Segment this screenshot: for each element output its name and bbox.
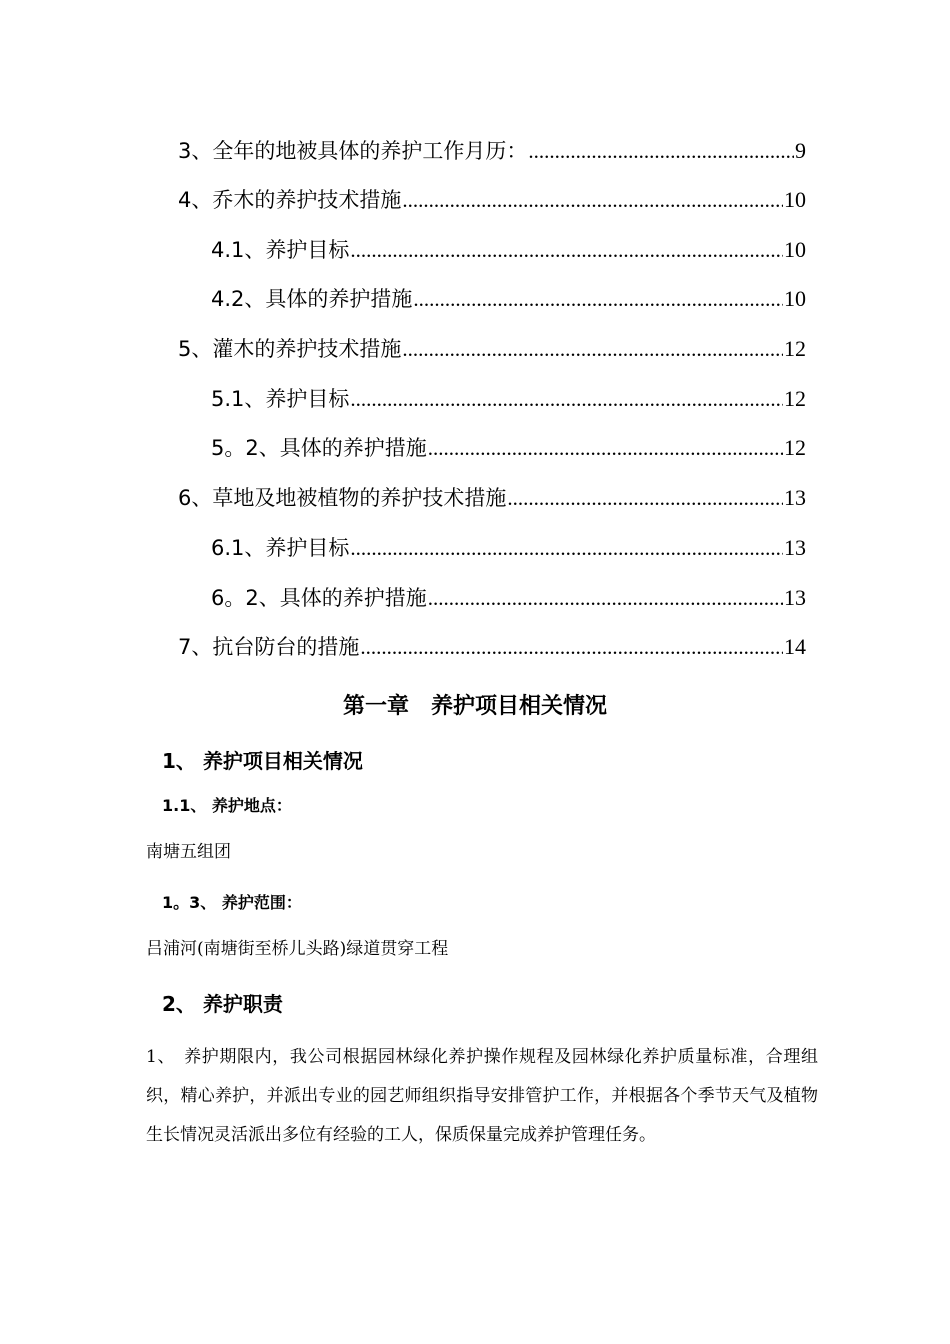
toc-leader: [360, 632, 783, 662]
toc-entry[interactable]: [178, 185, 806, 215]
toc-entry-label: 5、灌木的养护技术措施: [178, 337, 402, 361]
toc-entry-label: 6.1、养护目标: [211, 536, 350, 560]
toc-entry-page: 13: [784, 585, 806, 610]
toc-entry-page: 10: [784, 286, 806, 311]
toc-entry[interactable]: [211, 533, 806, 563]
responsibility-paragraph: 1、 养护期限内，我公司根据园林绿化养护操作规程及园林绿化养护质量标准，合理组织，精心养护，并派出专业的园艺师组织指导安排管护工作，并根据各个季节天气及植物生长情况灵活派出多位有经验的工人，保质保量完成养护管理任务。: [146, 1047, 818, 1145]
toc-entry-label: 6。2、具体的养护措施: [211, 586, 427, 610]
toc-entry[interactable]: [178, 334, 806, 364]
toc-entry-page: 14: [784, 634, 806, 659]
toc-entry-label: 6、草地及地被植物的养护技术措施: [178, 486, 507, 510]
subsection-heading: 1。3、 养护范围：: [162, 893, 302, 912]
toc-entry[interactable]: [178, 483, 806, 513]
toc-leader: [528, 136, 794, 166]
toc-entry-page: 12: [784, 386, 806, 411]
toc-leader: [507, 483, 783, 513]
toc-entry[interactable]: [211, 583, 806, 613]
toc-entry-label: 4.1、养护目标: [211, 238, 350, 262]
toc-entry-page: 9: [795, 138, 806, 163]
section-heading: 1、 养护项目相关情况: [162, 749, 363, 773]
toc-entry-label: 5。2、具体的养护措施: [211, 436, 427, 460]
toc-leader: [402, 185, 783, 215]
toc-entry-label: 7、抗台防台的措施: [178, 635, 360, 659]
toc-entry-page: 12: [784, 336, 806, 361]
toc-entry[interactable]: [211, 235, 806, 265]
subsection-heading: 1.1、 养护地点：: [162, 796, 292, 815]
toc-entry[interactable]: [211, 284, 806, 314]
toc-entry-page: 13: [784, 485, 806, 510]
toc-leader: [413, 284, 783, 314]
toc-entry[interactable]: [178, 632, 806, 662]
toc-leader: [350, 533, 783, 563]
location-text: 南塘五组团: [146, 842, 231, 862]
toc-entry-label: 5.1、养护目标: [211, 387, 350, 411]
toc-entry-page: 10: [784, 187, 806, 212]
toc-entry-label: 4、乔木的养护技术措施: [178, 188, 402, 212]
toc-entry[interactable]: [211, 433, 806, 463]
toc-leader: [428, 433, 783, 463]
toc-entry[interactable]: [178, 136, 806, 166]
toc-leader: [350, 235, 783, 265]
toc-entry-page: 10: [784, 237, 806, 262]
chapter-title: 第一章 养护项目相关情况: [342, 694, 607, 719]
toc-entry-label: 4.2、具体的养护措施: [211, 287, 413, 311]
toc-entry-label: 3、全年的地被具体的养护工作月历：: [178, 139, 528, 163]
section-heading: 2、 养护职责: [162, 992, 283, 1016]
toc-entry[interactable]: [211, 384, 806, 414]
toc-leader: [350, 384, 783, 414]
toc-leader: [402, 334, 783, 364]
toc-leader: [428, 583, 783, 613]
scope-text: 吕浦河(南塘街至桥儿头路)绿道贯穿工程: [146, 939, 449, 959]
toc-entry-page: 12: [784, 435, 806, 460]
toc-entry-page: 13: [784, 535, 806, 560]
